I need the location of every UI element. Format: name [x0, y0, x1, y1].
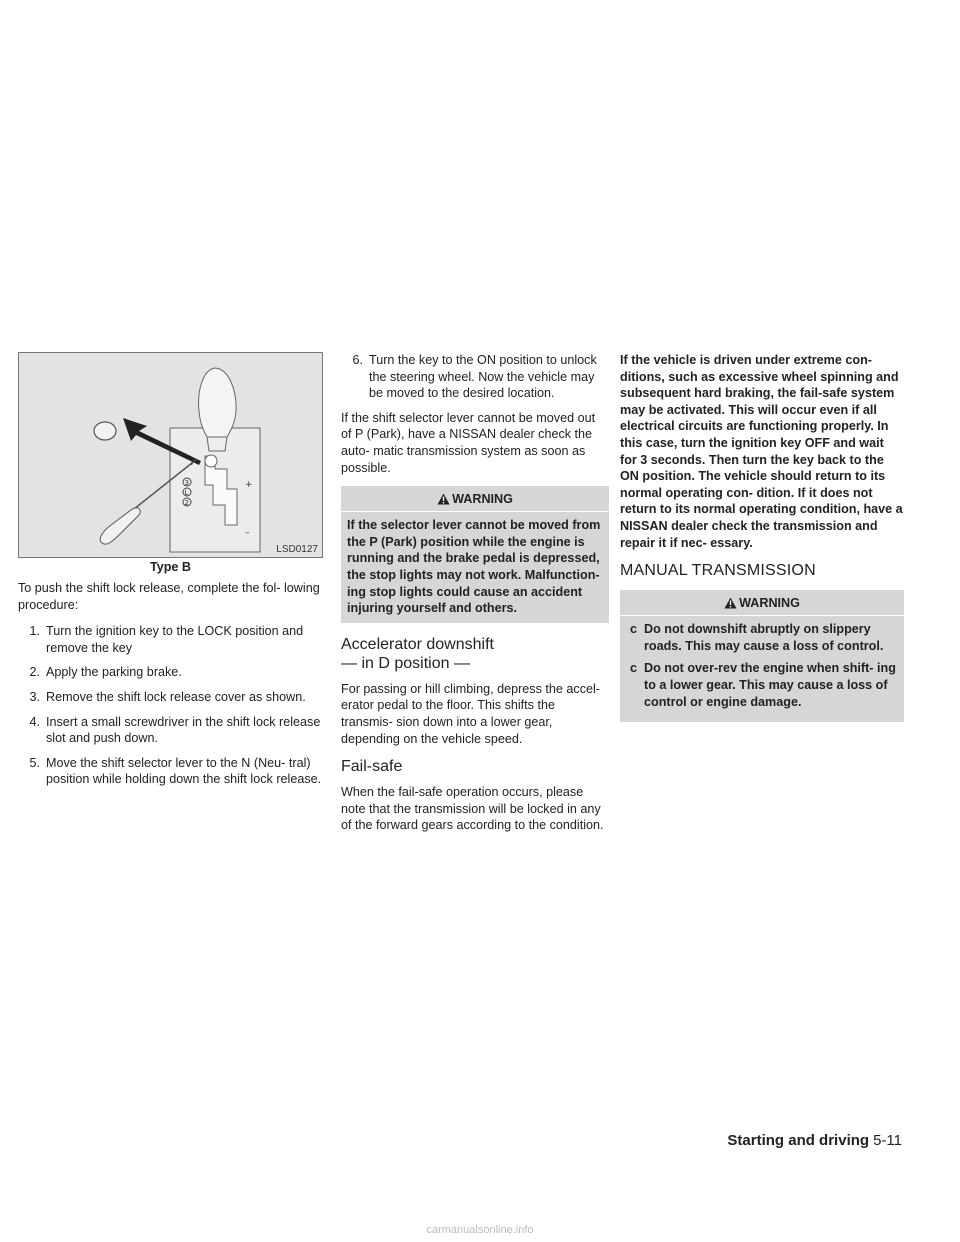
step-item: 5. Move the shift selector lever to the N (Neu- tral) position while holding down the shift lock release.	[29, 755, 322, 787]
watermark: carmanualsonline.info	[426, 1224, 534, 1236]
gear-label-3: 3	[184, 479, 189, 487]
gear-label-plus: +	[245, 480, 253, 490]
gear-label-2: 2	[184, 499, 189, 507]
step-item: 1. Turn the ignition key to the LOCK position and remove the key	[29, 624, 304, 655]
accelerator-paragraph: For passing or hill climbing, depress the accel- erator pedal to the floor. This shifts the transmis- sion down into a lower gear, depending on the vehicle speed.	[341, 681, 600, 746]
warning-bullet: c Do not over-rev the engine when shift- ing to a lower gear. This may cause a loss of control or engine damage.	[630, 661, 896, 709]
warning-text: If the selector lever cannot be moved from the P (Park) position while the engine is running and the brake pedal is depressed, the stop lights may not work. Malfunction- ing stop lights could cause an accident injuring yourself and others.	[347, 518, 601, 616]
gear-label-p: P	[191, 458, 197, 468]
failsafe-heading: Fail-safe	[341, 758, 403, 776]
failsafe-paragraph: When the fail-safe operation occurs, please note that the transmission will be locked in any of the forward gears according to the condition.	[341, 785, 604, 833]
figure-caption: Type B	[149, 560, 192, 574]
page-number: 5-11	[873, 1132, 902, 1149]
page-footer	[727, 1132, 902, 1149]
warning-header: WARNING	[620, 590, 904, 616]
footer-section: Starting and driving	[727, 1132, 870, 1149]
bullet-icon: c	[630, 622, 638, 637]
intro-paragraph: To push the shift lock release, complete the fol- lowing procedure:	[18, 581, 320, 612]
warning-bullet: c Do not downshift abruptly on slippery roads. This may cause a loss of control.	[630, 622, 884, 653]
column-right	[620, 352, 904, 734]
step-item: 6. Turn the key to the ON position to unlock the steering wheel. Now the vehicle may be moved to the desired location.	[352, 353, 597, 401]
manual-warning-box	[620, 590, 904, 722]
column-middle	[341, 352, 609, 844]
warning-icon	[724, 597, 737, 609]
accelerator-heading: Accelerator downshift — in D position —	[341, 635, 494, 672]
step-item: 3. Remove the shift lock release cover as shown.	[29, 689, 306, 704]
park-paragraph: If the shift selector lever cannot be moved out of P (Park), have a NISSAN dealer check the auto- matic transmission system as soon as possible.	[341, 410, 596, 475]
failsafe-detail-paragraph: If the vehicle is driven under extreme con- ditions, such as excessive wheel spinning and subsequent hard braking, the fail-safe system may be activated. This will occur even if all electrical circuits are functioning properly. In this case, turn the ignition key OFF and wait for 3 seconds. Then turn the key back to the ON position. The vehicle should return to its normal operating con- dition. If it does not return to its normal operating condition, have a NISSAN dealer check the transmission and repair it if nec- essary.	[620, 353, 903, 550]
gear-label-minus: –	[245, 528, 250, 538]
gear-label-l: L	[184, 489, 189, 497]
bullet-icon: c	[630, 661, 638, 676]
warning-header: WARNING	[341, 486, 609, 512]
manual-transmission-heading: MANUAL TRANSMISSION	[620, 562, 816, 580]
procedure-steps-cont	[341, 352, 609, 402]
warning-icon	[437, 493, 450, 505]
column-left	[18, 352, 323, 796]
warning-box	[341, 486, 609, 623]
shift-lock-illustration	[19, 353, 322, 557]
warning-list	[620, 616, 904, 722]
step-item: 2. Apply the parking brake.	[29, 665, 182, 680]
shift-lock-figure	[18, 352, 323, 558]
step-item: 4. Insert a small screwdriver in the shift lock release slot and push down.	[29, 714, 321, 746]
procedure-steps	[18, 623, 323, 788]
figure-code: LSD0127	[276, 544, 318, 555]
